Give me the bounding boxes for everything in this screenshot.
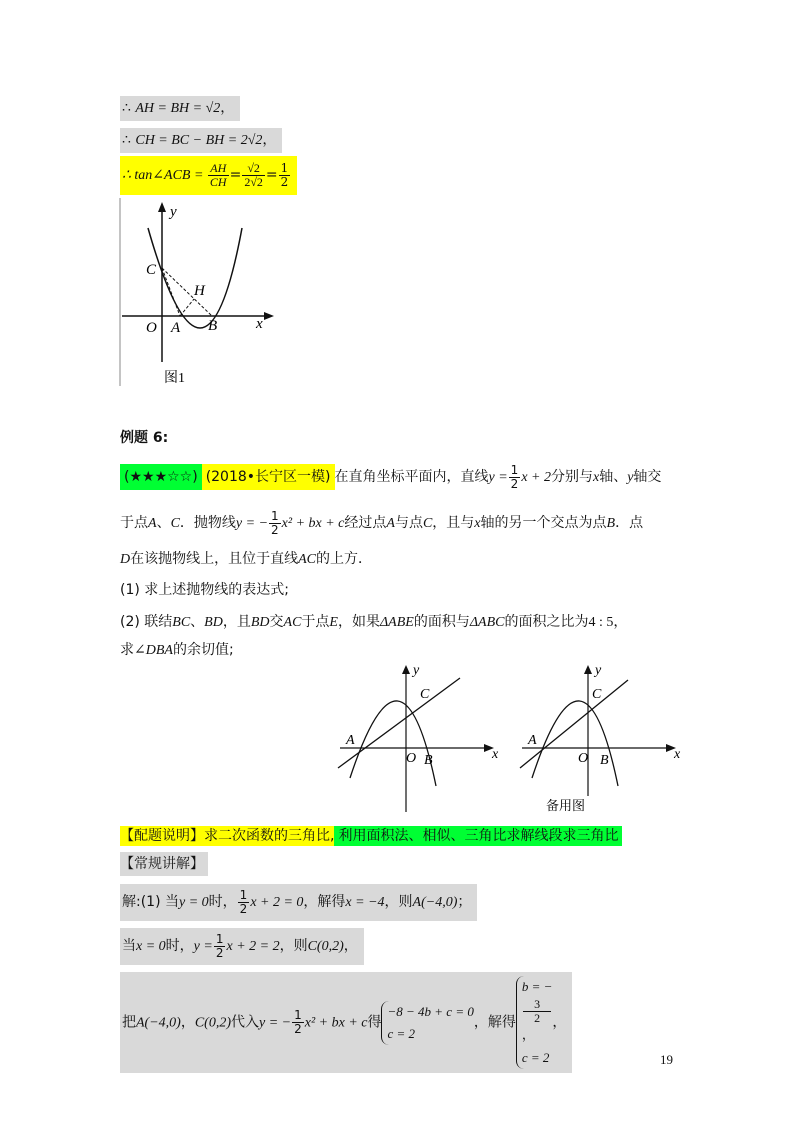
solution-step-2 xyxy=(120,928,364,965)
var: A xyxy=(148,516,157,531)
solution-step-1 xyxy=(120,884,477,921)
text: ， xyxy=(343,938,358,954)
text: 于点 xyxy=(120,515,148,531)
origin-label: O xyxy=(406,751,417,766)
ratio: 4 : 5 xyxy=(588,615,614,630)
var: AC xyxy=(298,552,317,567)
origin-label: O xyxy=(578,751,589,766)
text: 与点 xyxy=(394,515,423,531)
text: 经过点 xyxy=(344,515,387,531)
var: BC xyxy=(172,615,191,630)
point-b-label: B xyxy=(424,753,433,768)
text: ； xyxy=(457,894,472,910)
derivation-line-1 xyxy=(120,96,240,121)
fraction-root2 xyxy=(242,162,265,189)
equation-1: −8 − 4b + c = 0 xyxy=(387,1003,474,1019)
punct: ， xyxy=(220,100,235,116)
var: A xyxy=(386,516,395,531)
question-1: (1) 求上述抛物线的表达式; xyxy=(120,582,289,598)
text: ．抛物线 xyxy=(179,515,236,531)
y-axis-arrow xyxy=(402,665,410,674)
expr: x² + bx + c xyxy=(281,516,345,531)
problem-line-2 xyxy=(120,508,643,539)
denominator: 2√2 xyxy=(244,174,263,189)
line-ac xyxy=(520,680,628,768)
text: 当 xyxy=(122,938,136,954)
derivation-line-2 xyxy=(120,128,282,153)
expr: x² + bx + c xyxy=(304,1015,368,1031)
point-a: A(−4,0) xyxy=(136,1015,181,1031)
var: C xyxy=(422,516,433,531)
equation-2: c = 2 xyxy=(387,1025,416,1041)
point-c-label: C xyxy=(420,687,430,702)
numerator: AH xyxy=(208,162,229,176)
peiti-note xyxy=(120,824,622,848)
var: x xyxy=(474,516,481,531)
changgui-label: 【常规讲解】 xyxy=(120,852,208,876)
question-2 xyxy=(120,612,627,633)
denominator: 2 xyxy=(280,174,289,189)
origin-label: O xyxy=(146,320,157,336)
peiti-label: 【配题说明】 xyxy=(120,828,204,844)
text: 、 xyxy=(190,614,205,630)
expr-ah-bh: AH = BH = √2 xyxy=(135,101,221,116)
expr: y = xyxy=(193,939,213,954)
var: BD xyxy=(204,615,223,630)
text: 轴、 xyxy=(599,469,628,485)
text: 时， xyxy=(165,938,194,954)
expr: y = − xyxy=(235,516,269,531)
point-a-label: A xyxy=(346,733,355,748)
text: ，如果 xyxy=(337,614,380,630)
expr: y = 0 xyxy=(179,895,209,910)
var: BD xyxy=(250,615,270,630)
expr: x + 2 xyxy=(521,470,551,485)
page-number: 19 xyxy=(660,1052,673,1067)
text: ， xyxy=(613,614,628,630)
denominator: 2 xyxy=(239,901,248,916)
text: 把 xyxy=(122,1014,136,1031)
numerator: 3 xyxy=(523,998,552,1012)
figure-3-diagram xyxy=(516,662,686,818)
angle: ∠DBA xyxy=(134,643,173,658)
fraction xyxy=(509,464,521,491)
expr: x = −4 xyxy=(345,895,385,910)
punct: ， xyxy=(521,1028,535,1043)
problem-line-3 xyxy=(120,549,372,570)
var-x: x xyxy=(592,470,600,485)
equals: = xyxy=(229,167,242,183)
text: ， xyxy=(180,1014,195,1031)
result-b xyxy=(522,976,553,1047)
equation-system xyxy=(381,1001,473,1045)
var: D xyxy=(120,552,131,567)
text: ， xyxy=(552,1014,567,1031)
peiti-method: 利用面积法、相似、三角比求解线段求三角比 xyxy=(334,826,622,846)
text: 的余切值; xyxy=(172,642,234,658)
y-label: y xyxy=(595,663,602,678)
peiti-text: 求二次函数的三角比, xyxy=(204,828,335,844)
expr: x + 2 = 0 xyxy=(250,895,304,910)
result-c: c = 2 xyxy=(521,1050,550,1065)
fraction xyxy=(523,998,552,1025)
y-label: y xyxy=(170,204,177,220)
denominator: 2 xyxy=(215,945,224,960)
var: B xyxy=(606,516,616,531)
figure-1-caption: 图1 xyxy=(164,371,185,386)
var: ΔABE xyxy=(379,615,414,630)
point-a-label: A xyxy=(528,733,537,748)
numerator: 1 xyxy=(271,508,279,523)
expr: x = 0 xyxy=(136,939,166,954)
point-b-label: B xyxy=(208,318,218,334)
denominator: 2 xyxy=(510,476,519,491)
numerator: √2 xyxy=(242,162,265,176)
fraction xyxy=(292,1009,304,1036)
var-y: y xyxy=(627,470,634,485)
denominator: 2 xyxy=(534,1011,541,1025)
fraction xyxy=(214,933,226,960)
var: C xyxy=(170,516,180,531)
difficulty-stars: (★★★☆☆) xyxy=(120,464,202,490)
question-2-cont xyxy=(120,640,234,661)
text: ，解得 xyxy=(473,1014,516,1031)
y-axis-arrow xyxy=(158,202,166,212)
x-label: x xyxy=(674,747,681,762)
expr: b = − xyxy=(521,979,553,994)
solution-system xyxy=(516,976,553,1069)
point-b-label: B xyxy=(600,753,609,768)
problem-line-1 xyxy=(120,462,661,493)
figure-3-caption: 备用图 xyxy=(546,798,586,813)
problem-source: (2018•长宁区一模) xyxy=(202,464,335,490)
point-c: C(0,2) xyxy=(194,1015,231,1031)
text: 代入 xyxy=(231,1014,259,1031)
fraction-half xyxy=(279,162,291,189)
expr-ch: CH = BC − BH = 2√2 xyxy=(135,133,263,148)
text: ，则 xyxy=(384,894,413,910)
text: 在直角坐标平面内，直线 xyxy=(334,469,489,485)
point-c-label: C xyxy=(592,687,602,702)
point-a: A(−4,0) xyxy=(412,895,458,910)
y-axis-arrow xyxy=(584,665,592,674)
text: ．点 xyxy=(615,515,644,531)
derivation-line-3 xyxy=(120,156,297,195)
parabola xyxy=(532,701,618,786)
numerator: 1 xyxy=(215,931,224,946)
parabola xyxy=(350,701,436,786)
text: 的面积与 xyxy=(413,614,470,630)
expr: y = xyxy=(488,470,508,485)
fraction xyxy=(238,889,250,916)
equals: = xyxy=(265,167,278,183)
text: ，则 xyxy=(279,938,308,954)
line-ac xyxy=(338,678,460,768)
text: (2) 联结 xyxy=(120,614,173,630)
text: ，且 xyxy=(222,614,251,630)
text: 时， xyxy=(208,894,237,910)
figure-2-diagram xyxy=(334,662,504,814)
expr: y = − xyxy=(259,1015,292,1031)
denominator: 2 xyxy=(271,522,279,537)
y-label: y xyxy=(413,663,420,678)
figure-1-diagram xyxy=(118,198,288,390)
numerator: 1 xyxy=(294,1008,302,1022)
text: 、 xyxy=(156,515,171,531)
numerator: 1 xyxy=(510,462,519,477)
segment-ca xyxy=(162,268,180,316)
solution-step-3 xyxy=(120,972,572,1073)
punct: ， xyxy=(262,132,277,148)
therefore-symbol: ∴ xyxy=(122,100,136,116)
text: 得 xyxy=(367,1014,382,1031)
x-label: x xyxy=(492,747,499,762)
x-label: x xyxy=(256,316,263,332)
fraction-ah-ch xyxy=(208,162,229,189)
numerator: 1 xyxy=(280,160,289,175)
text: 交 xyxy=(269,614,284,630)
var: ΔABC xyxy=(469,615,505,630)
point-a-label: A xyxy=(171,320,181,336)
tan-acb-label: ∴ tan∠ACB = xyxy=(122,168,207,183)
denominator: 2 xyxy=(294,1022,302,1036)
text: 轴的另一个交点为点 xyxy=(480,515,607,531)
text: ，解得 xyxy=(303,894,346,910)
point-c: C(0,2) xyxy=(307,939,344,954)
text: 求 xyxy=(120,642,134,658)
example-title: 例题 6: xyxy=(120,430,169,446)
text: 的面积之比为 xyxy=(504,614,589,630)
text: 轴交 xyxy=(633,469,662,485)
text: 解:(1) 当 xyxy=(122,894,179,910)
expr: x + 2 = 2 xyxy=(226,939,280,954)
x-axis-arrow xyxy=(264,312,274,320)
point-h-label: H xyxy=(194,283,205,299)
text: 的上方． xyxy=(316,551,373,567)
fraction xyxy=(269,510,281,537)
text: ，且与 xyxy=(432,515,475,531)
numerator: 1 xyxy=(239,887,248,902)
point-c-label: C xyxy=(146,262,157,278)
var: E xyxy=(329,615,338,630)
denominator: CH xyxy=(209,174,227,189)
text: 分别与 xyxy=(550,469,593,485)
text: 在该抛物线上，且位于直线 xyxy=(130,551,299,567)
var: AC xyxy=(283,615,302,630)
text: 于点 xyxy=(301,614,330,630)
therefore-symbol: ∴ xyxy=(122,132,136,148)
